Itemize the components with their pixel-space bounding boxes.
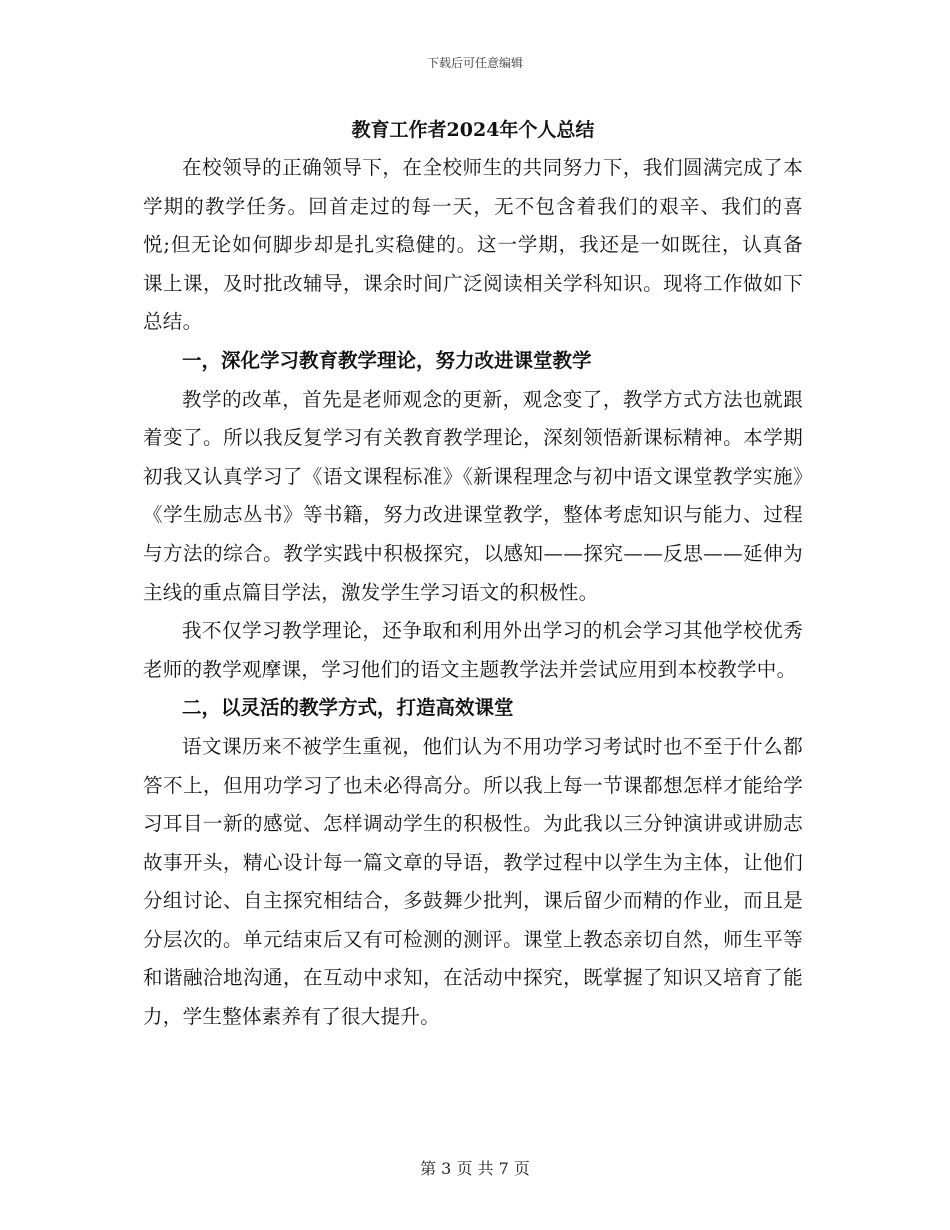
section-1-paragraph-1: 教学的改革，首先是老师观念的更新，观念变了，教学方式方法也就跟着变了。所以我反复学习有关教育教学理论，深刻领悟新课标精神。本学期初我又认真学习了《语文课程标准》《新课程理念与初中语文课堂教学实施》《学生励志丛书》等书籍，努力改进课堂教学，整体考虑知识与能力、过程与方法的综合。教学实践中积极探究，以感知——探究——反思——延伸为主线的重点篇目学法，激发学生学习语文的积极性。	[143, 387, 803, 604]
intro-paragraph: 在校领导的正确领导下，在全校师生的共同努力下，我们圆满完成了本学期的教学任务。回首走过的每一天，无不包含着我们的艰辛、我们的喜悦;但无论如何脚步却是扎实稳健的。这一学期，我还是一如既往，认真备课上课，及时批改辅导，课余时间广泛阅读相关学科知识。现将工作做如下总结。	[143, 156, 803, 334]
section-2-paragraph-1: 语文课历来不被学生重视，他们认为不用功学习考试时也不至于什么都答不上，但用功学习了也未必得高分。所以我上每一节课都想怎样才能给学习耳目一新的感觉、怎样调动学生的积极性。为此我以三分钟演讲或讲励志故事开头，精心设计每一篇文章的导语，教学过程中以学生为主体，让他们分组讨论、自主探究相结合，多鼓舞少批判，课后留少而精的作业，而且是分层次的。单元结束后又有可检测的测评。课堂上教态亲切自然，师生平等和谐融洽地沟通，在互动中求知，在活动中探究，既掌握了知识又培育了能力，学生整体素养有了很大提升。	[143, 734, 803, 1029]
section-1-paragraph-2: 我不仅学习教学理论，还争取和利用外出学习的机会学习其他学校优秀老师的教学观摩课，学习他们的语文主题教学法并尝试应用到本校教学中。	[143, 619, 803, 681]
header-note: 下载后可任意编辑	[426, 56, 523, 70]
section-1-heading: 一，深化学习教育教学理论，努力改进课堂教学	[182, 348, 592, 372]
document-body	[143, 111, 803, 1037]
section-2-heading: 二，以灵活的教学方式，打造高效课堂	[182, 696, 514, 720]
document-title: 教育工作者2024年个人总结	[351, 119, 595, 141]
page-number: 第 3 页 共 7 页	[420, 1159, 530, 1178]
